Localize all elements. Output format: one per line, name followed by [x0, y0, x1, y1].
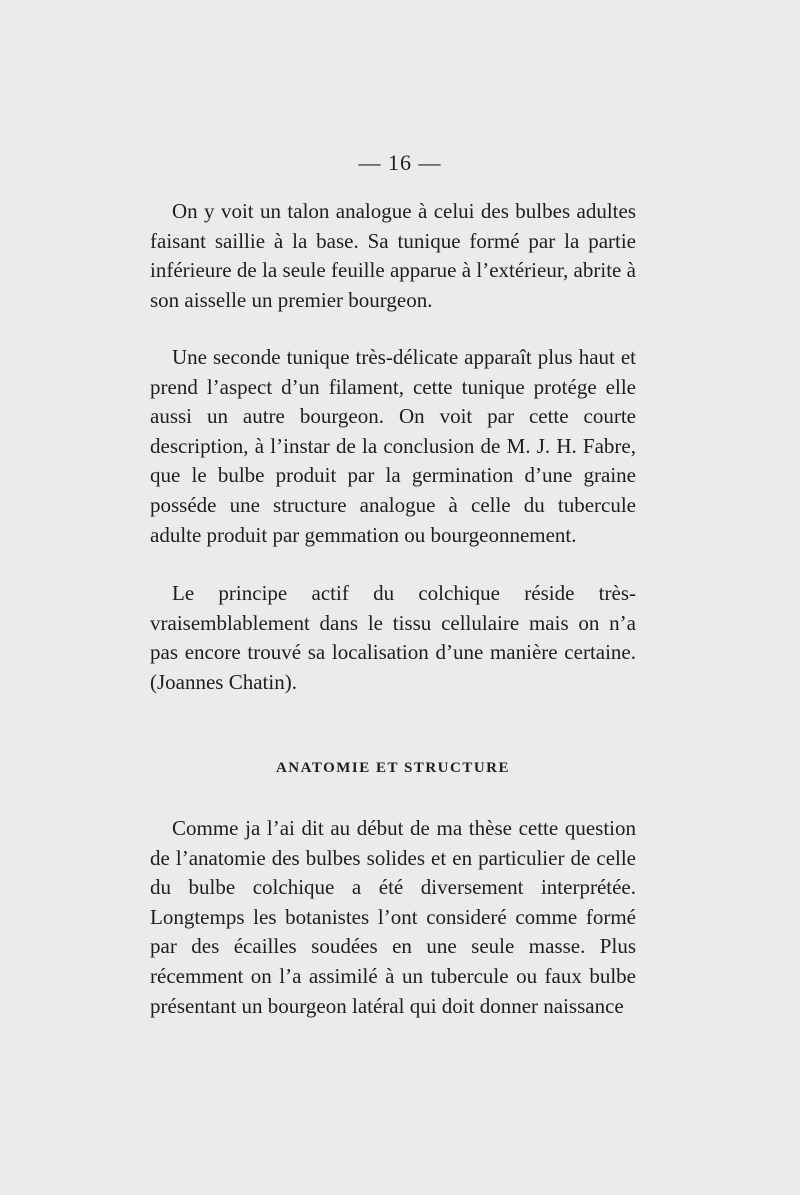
paragraph-text: Une seconde tunique très-délicate apparaît plus haut et prend l’aspect d’un filament, cette tunique protége elle aussi un autre bourgeon. On voit par cette courte description, à l’instar de la conclusion de M. J. H. Fabre, que le bulbe produit par la germination d’une graine posséde une structure analogue à celle du tubercule adulte produit par gemmation ou bourgeonnement.	[150, 345, 636, 547]
page-number: — 16 —	[358, 150, 442, 175]
paragraph-principe-actif	[150, 579, 636, 697]
paragraph-text: On y voit un talon analogue à celui des bulbes adultes faisant saillie à la base. Sa tunique formé par la partie inférieure de la seule feuille apparue à l’extérieur, abrite à son aisselle un premier bourgeon.	[150, 199, 636, 312]
section-heading: ANATOMIE ET STRUCTURE	[275, 760, 511, 776]
paragraph-seconde-tunique	[150, 343, 636, 550]
paragraph-anatomie	[150, 814, 636, 1021]
paragraph-bulbe-talon	[150, 197, 636, 315]
paragraph-text: Le principe actif du colchique réside très-vraisemblablement dans le tissu cellulaire mais on n’a pas encore trouvé sa localisation d’une manière certaine. (Joannes Chatin).	[150, 581, 636, 694]
paragraph-text: Comme ja l’ai dit au début de ma thèse cette question de l’anatomie des bulbes solides et en particulier de celle du bulbe colchique a été diversement interprétée. Longtemps les botanistes l’ont consideré comme formé par des écailles soudées en une seule masse. Plus récemment on l’a assimilé à un tubercule ou faux bulbe présentant un bourgeon latéral qui doit donner naissance	[150, 816, 636, 1018]
